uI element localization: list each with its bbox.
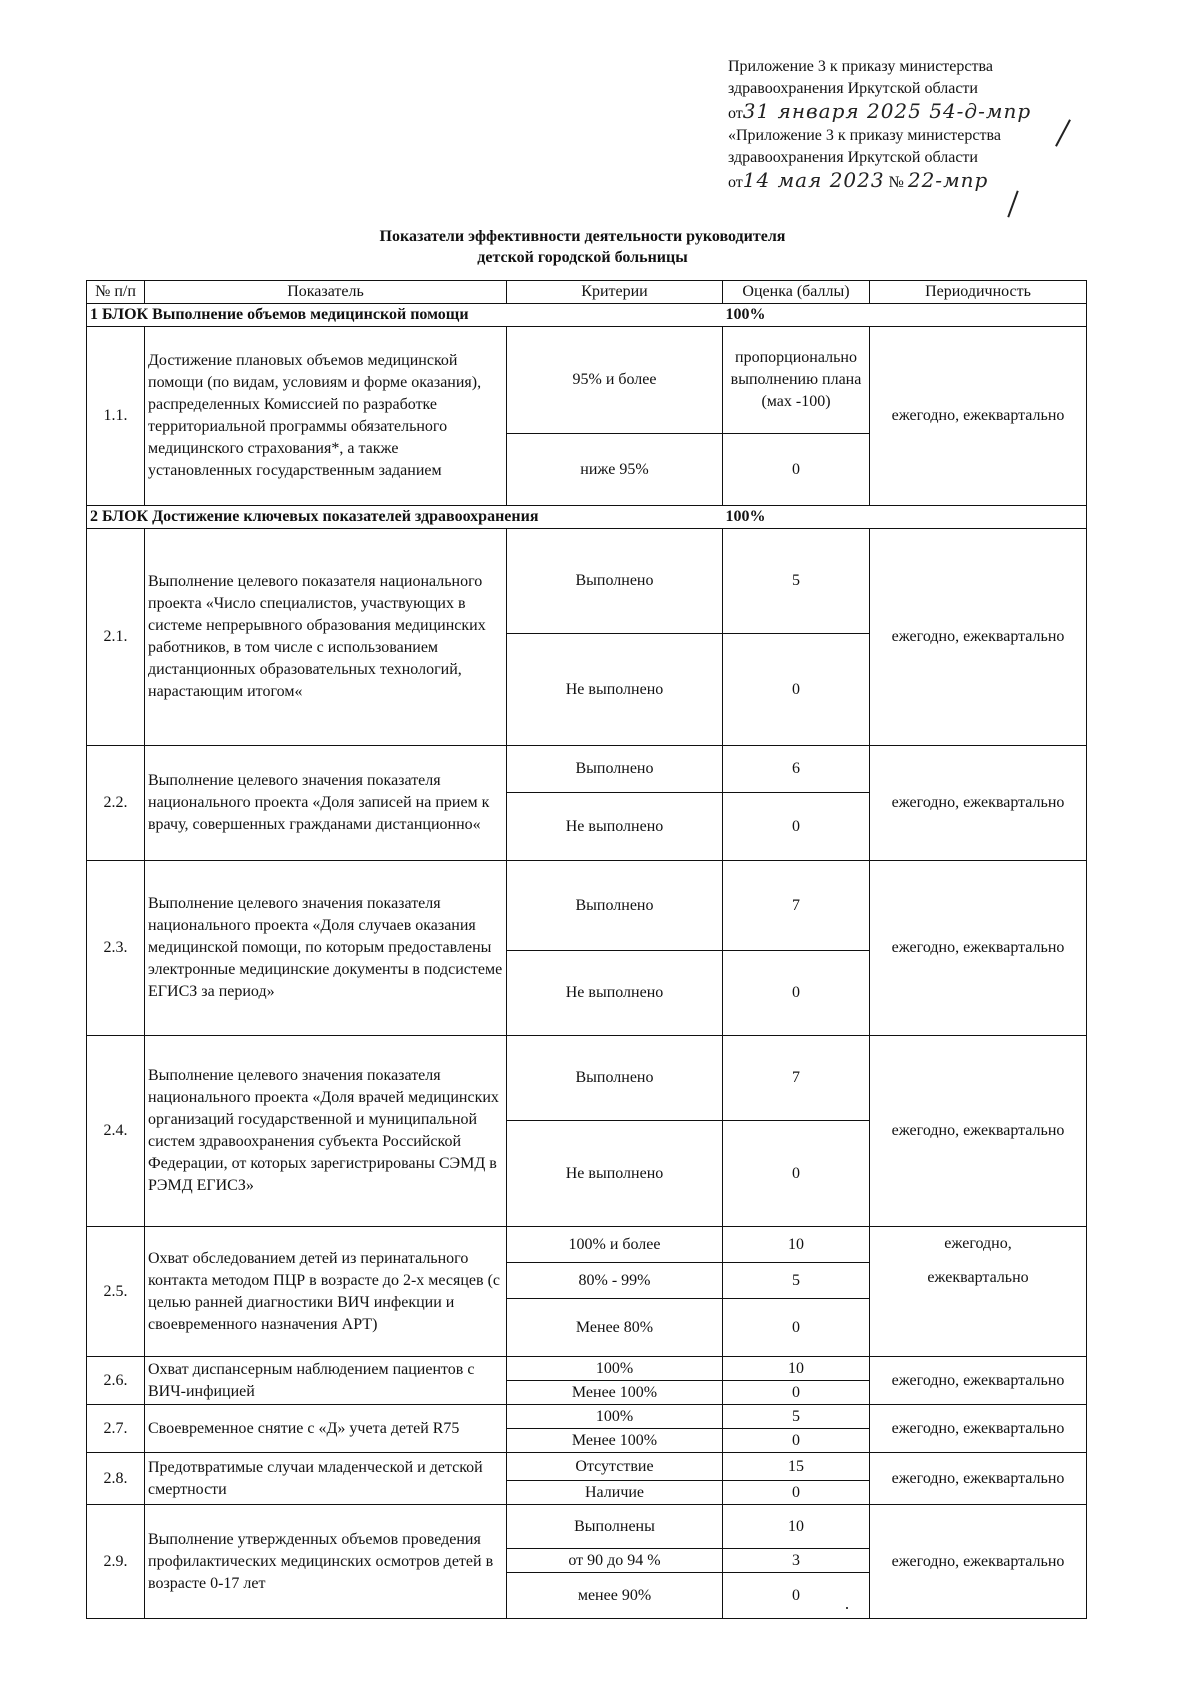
score: 7 bbox=[723, 1036, 870, 1121]
score: 15 bbox=[723, 1453, 870, 1481]
row-number: 2.9. bbox=[87, 1505, 145, 1619]
score: 10 bbox=[723, 1505, 870, 1549]
row-number: 2.8. bbox=[87, 1453, 145, 1505]
table-row bbox=[87, 1505, 1087, 1549]
criterion: Выполнено bbox=[507, 1036, 723, 1121]
table-row bbox=[87, 861, 1087, 951]
periodicity: ежегодно, ежеквартально bbox=[870, 861, 1087, 1036]
indicator-description: Охват обследованием детей из перинатального контакта методом ПЦР в возрасте до 2-х месяцев (с целью ранней диагностики ВИЧ инфекции и своевременного назначения АРТ) bbox=[145, 1227, 507, 1357]
block-2-row bbox=[87, 506, 1087, 529]
indicator-description: Охват диспансерным наблюдением пациентов с ВИЧ-инфицией bbox=[145, 1357, 507, 1405]
criterion: 100% bbox=[507, 1405, 723, 1429]
score: 0 bbox=[723, 1381, 870, 1405]
handwritten-date-number: 31 января 2025 54-д-мпр bbox=[742, 99, 1032, 123]
periodicity bbox=[870, 1227, 1087, 1357]
indicator-description: Предотвратимые случаи младенческой и детской смертности bbox=[145, 1453, 507, 1505]
table-row bbox=[87, 1405, 1087, 1429]
criterion: Выполнены bbox=[507, 1505, 723, 1549]
indicator-description: Своевременное снятие с «Д» учета детей R75 bbox=[145, 1405, 507, 1453]
table-row bbox=[87, 1227, 1087, 1263]
score: 5 bbox=[723, 529, 870, 634]
score: 5 bbox=[723, 1405, 870, 1429]
criterion: Менее 80% bbox=[507, 1299, 723, 1357]
handwritten-number-2: 22-мпр bbox=[907, 168, 989, 192]
score: 0 bbox=[723, 1429, 870, 1453]
table-row bbox=[87, 1357, 1087, 1381]
periodicity: ежегодно, ежеквартально bbox=[870, 1036, 1087, 1227]
header-line-6 bbox=[728, 169, 1108, 194]
block-1-row bbox=[87, 304, 1087, 327]
row-number: 2.7. bbox=[87, 1405, 145, 1453]
score: 7 bbox=[723, 861, 870, 951]
block-1-label: 1 БЛОК Выполнение объемов медицинской помощи bbox=[87, 304, 723, 327]
periodicity: ежегодно, ежеквартально bbox=[870, 746, 1087, 861]
indicator-description: Выполнение целевого значения показателя национального проекта «Доля врачей медицинских организаций государственной и муниципальной систем здравоохранения субъекта Российской Федерации, от которых зарегистрированы СЭМД в РЭМД ЕГИСЗ» bbox=[145, 1036, 507, 1227]
criterion: Не выполнено bbox=[507, 951, 723, 1036]
score: 0 bbox=[723, 951, 870, 1036]
indicator-description: Выполнение утвержденных объемов проведения профилактических медицинских осмотров детей в возрасте 0-17 лет bbox=[145, 1505, 507, 1619]
block-1-score: 100% bbox=[723, 304, 1087, 327]
indicator-description: Выполнение целевого показателя национального проекта «Число специалистов, участвующих в системе непрерывного образования медицинских работников, в том числе с использованием дистанционных образовательных технологий, нарастающим итогом« bbox=[145, 529, 507, 746]
periodicity-line-1: ежегодно, bbox=[944, 1235, 1012, 1252]
criterion: 100% и более bbox=[507, 1227, 723, 1263]
score: пропорционально выполнению плана (мах -100) bbox=[723, 327, 870, 434]
score: 0 bbox=[723, 1299, 870, 1357]
title-line-2: детской городской больницы bbox=[477, 249, 688, 266]
criterion: Менее 100% bbox=[507, 1381, 723, 1405]
periodicity: ежегодно, ежеквартально bbox=[870, 327, 1087, 506]
header-line-5: здравоохранения Иркутской области bbox=[728, 149, 978, 166]
criterion: Выполнено bbox=[507, 861, 723, 951]
indicator-description: Достижение плановых объемов медицинской помощи (по видам, условиям и форме оказания), распределенных Комиссией по разработке территориальной программы обязательного медицинского страхования*, а также установленных государственным заданием bbox=[145, 327, 507, 506]
row-number: 2.1. bbox=[87, 529, 145, 746]
criterion: от 90 до 94 % bbox=[507, 1549, 723, 1573]
header-line-4: «Приложение 3 к приказу министерства bbox=[728, 127, 1001, 144]
score: 0 bbox=[723, 634, 870, 746]
criterion: ниже 95% bbox=[507, 434, 723, 506]
score: 10 bbox=[723, 1227, 870, 1263]
score: 0 bbox=[723, 1481, 870, 1505]
column-header: № п/п bbox=[87, 281, 145, 304]
column-header: Критерии bbox=[507, 281, 723, 304]
header-number-sign: № bbox=[888, 174, 904, 191]
criterion: менее 90% bbox=[507, 1573, 723, 1619]
periodicity: ежегодно, ежеквартально bbox=[870, 1405, 1087, 1453]
scan-speck bbox=[846, 1607, 848, 1609]
score: 10 bbox=[723, 1357, 870, 1381]
row-number: 2.3. bbox=[87, 861, 145, 1036]
indicators-table bbox=[86, 280, 1087, 1619]
table-header-row bbox=[87, 281, 1087, 304]
criterion: Выполнено bbox=[507, 529, 723, 634]
table-row bbox=[87, 1036, 1087, 1121]
document-header bbox=[728, 56, 1108, 194]
criterion: 95% и более bbox=[507, 327, 723, 434]
criterion: Не выполнено bbox=[507, 634, 723, 746]
row-number: 2.2. bbox=[87, 746, 145, 861]
row-number: 2.6. bbox=[87, 1357, 145, 1405]
row-number: 2.5. bbox=[87, 1227, 145, 1357]
criterion: Менее 100% bbox=[507, 1429, 723, 1453]
block-2-score: 100% bbox=[723, 506, 1087, 529]
header-line-2: здравоохранения Иркутской области bbox=[728, 80, 978, 97]
header-date-prefix-2: от bbox=[728, 174, 743, 191]
row-number: 2.4. bbox=[87, 1036, 145, 1227]
indicator-description: Выполнение целевого значения показателя национального проекта «Доля случаев оказания медицинской помощи, по которым предоставлены электронные медицинские документы в подсистеме ЕГИСЗ за период» bbox=[145, 861, 507, 1036]
header-line-3 bbox=[728, 100, 1108, 125]
score: 0 bbox=[723, 793, 870, 861]
score: 0 bbox=[723, 434, 870, 506]
handwritten-stroke-2 bbox=[1007, 191, 1018, 218]
score: 3 bbox=[723, 1549, 870, 1573]
row-number: 1.1. bbox=[87, 327, 145, 506]
handwritten-date-2: 14 мая 2023 bbox=[742, 168, 885, 192]
periodicity: ежегодно, ежеквартально bbox=[870, 1357, 1087, 1405]
header-date-prefix: от bbox=[728, 105, 743, 122]
periodicity: ежегодно, ежеквартально bbox=[870, 1453, 1087, 1505]
table-row bbox=[87, 746, 1087, 793]
column-header: Показатель bbox=[145, 281, 507, 304]
table-row bbox=[87, 1453, 1087, 1481]
criterion: Не выполнено bbox=[507, 1121, 723, 1227]
criterion: Выполнено bbox=[507, 746, 723, 793]
block-2-label: 2 БЛОК Достижение ключевых показателей здравоохранения bbox=[87, 506, 723, 529]
periodicity: ежегодно, ежеквартально bbox=[870, 1505, 1087, 1619]
criterion: 80% - 99% bbox=[507, 1263, 723, 1299]
table-row bbox=[87, 327, 1087, 434]
page-title bbox=[0, 226, 1165, 268]
criterion: Отсутствие bbox=[507, 1453, 723, 1481]
criterion: Не выполнено bbox=[507, 793, 723, 861]
column-header: Периодичность bbox=[870, 281, 1087, 304]
table-row bbox=[87, 529, 1087, 634]
score: 0 bbox=[723, 1573, 870, 1619]
score: 5 bbox=[723, 1263, 870, 1299]
score: 0 bbox=[723, 1121, 870, 1227]
periodicity: ежегодно, ежеквартально bbox=[870, 529, 1087, 746]
periodicity-line-2: ежеквартально bbox=[927, 1269, 1029, 1286]
column-header: Оценка (баллы) bbox=[723, 281, 870, 304]
criterion: Наличие bbox=[507, 1481, 723, 1505]
criterion: 100% bbox=[507, 1357, 723, 1381]
score: 6 bbox=[723, 746, 870, 793]
title-line-1: Показатели эффективности деятельности руководителя bbox=[379, 228, 786, 245]
header-line-1: Приложение 3 к приказу министерства bbox=[728, 58, 993, 75]
indicator-description: Выполнение целевого значения показателя национального проекта «Доля записей на прием к врачу, совершенных гражданами дистанционно« bbox=[145, 746, 507, 861]
